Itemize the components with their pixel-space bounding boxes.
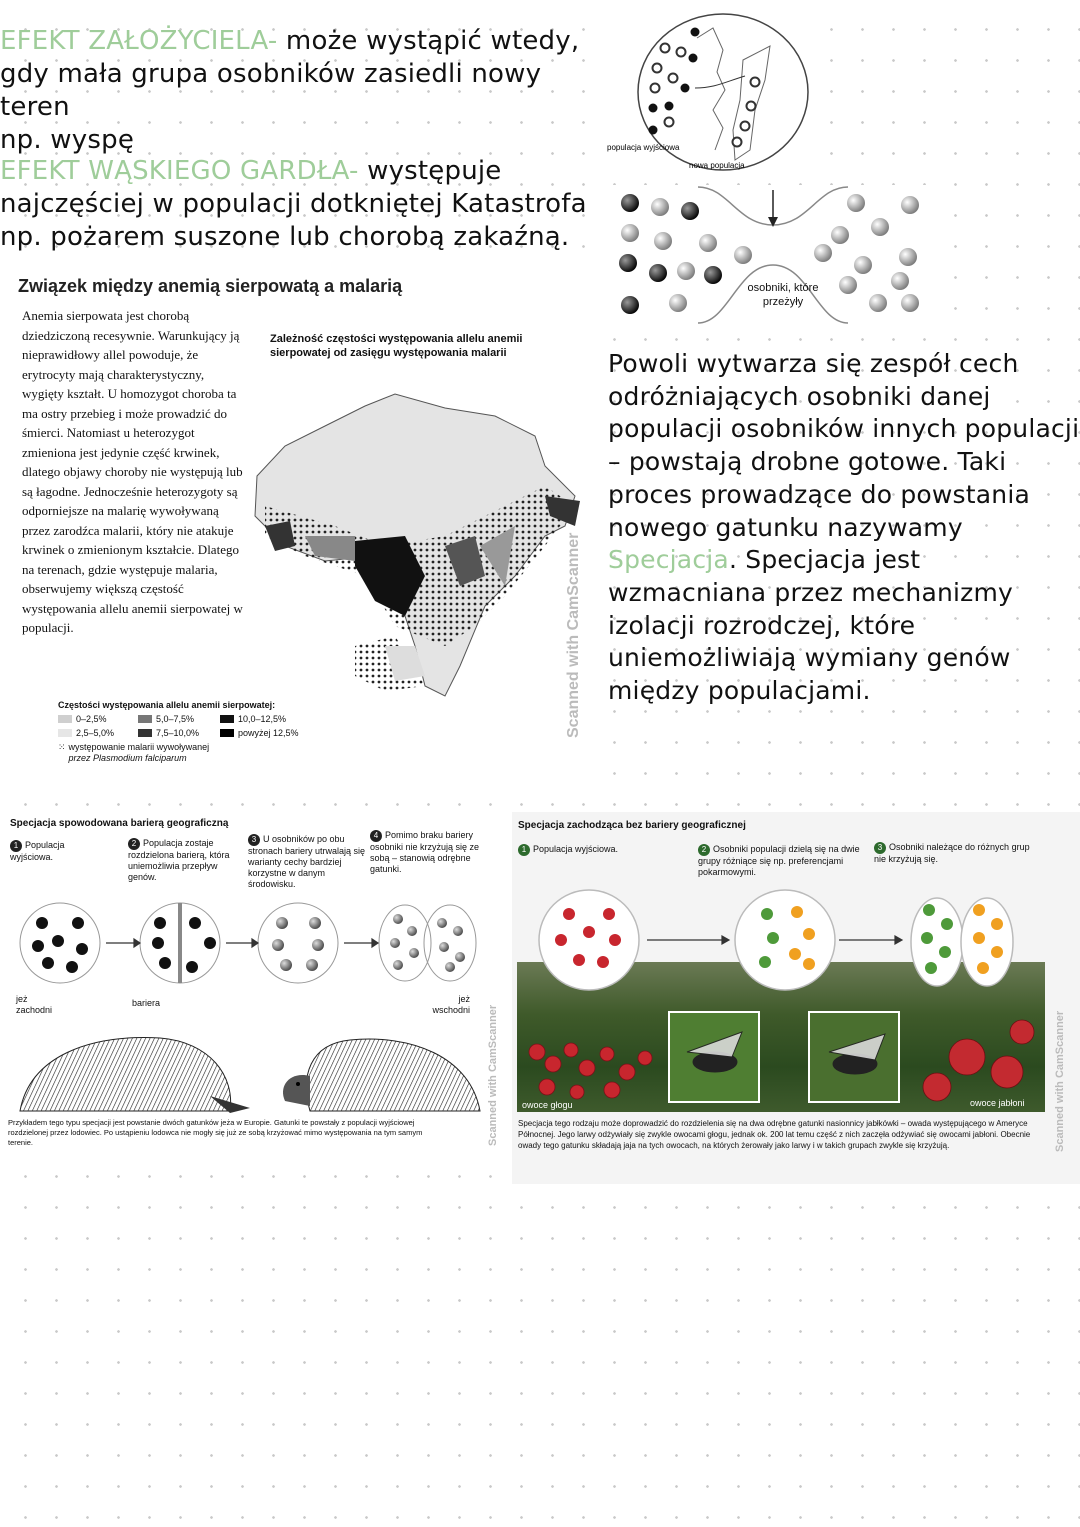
legend-item: powyżej 12,5%	[220, 728, 330, 738]
label-west-hedgehog: jeż zachodni	[16, 994, 53, 1015]
map-title: Zależność częstości występowania allelu anemii sierpowatej od zasięgu występowania malarii	[270, 333, 523, 359]
geo-panel-title: Specjacja spowodowana barierą geograficzną	[10, 818, 229, 829]
label-survivors: osobniki, które przeżyły	[747, 282, 819, 308]
speciation-line: uniemożliwiają wymiany genów	[608, 643, 1011, 673]
geo-step-2: 2 Populacja zostaje rozdzielona barierą, która uniemożliwia przepływ genów.	[128, 838, 230, 882]
bottleneck-effect-note	[0, 155, 605, 254]
founder-effect-text: gdy mała grupa osobników zasiedli nowy teren	[0, 59, 542, 122]
malaria-panel-body: Anemia sierpowata jest chorobą dziedziczoną recesywnie. Warunkujący ją nieprawidłowy allel powoduje, że erytrocyty mają charakterystyczny, wygięty kształt. U homozygot choroba ta ma ostry przebieg i może prowadzić do śmierci. Natomiast u heterozygot zmieniona jest jedynie część krwinek, dlatego objawy choroby nie występują lub są łagodne. Jednocześnie heterozygoty są odporniejsze na malarię wywoływaną przez zarodźca malarii, który nie atakuje krwinek o zmienionym kształcie. Dlatego na terenach, gdzie występuje malaria, obserwujemy większą częstość występowania allelu anemii sierpowatej w populacji.	[22, 308, 243, 635]
sympatric-panel-title: Specjacja zachodząca bez bariery geograficznej	[518, 820, 746, 831]
sympatric-diagram	[517, 882, 1045, 1112]
speciation-line: . Specjacja jest	[728, 545, 921, 575]
sympatric-speciation-panel	[512, 812, 1080, 1184]
malaria-panel	[0, 268, 592, 790]
speciation-line: odróżniających osobniki danej	[608, 381, 991, 411]
founder-effect-term: EFEKT ZAŁOŻYCIELA-	[0, 26, 278, 56]
speciation-line: nowego gatunku nazywamy	[608, 512, 963, 542]
africa-map	[245, 386, 585, 706]
sympatric-step-2: 2 Osobniki populacji dzielą się na dwie grupy różniące się np. preferencjami pokarmowymi.	[698, 844, 860, 877]
founder-effect-diagram	[605, 10, 815, 182]
label-east-hedgehog: jeż wschodni	[432, 994, 470, 1015]
speciation-term: Specjacja	[608, 545, 729, 575]
map-legend	[58, 700, 348, 764]
speciation-line: populacji osobników innych populacji	[608, 414, 1080, 444]
bottleneck-effect-term: EFEKT WĄSKIEGO GARDŁA-	[0, 156, 359, 186]
camscanner-watermark: Scanned with CamScanner	[487, 1004, 499, 1146]
speciation-line: – powstają drobne gotowe. Taki	[608, 447, 1007, 477]
camscanner-watermark: Scanned with CamScanner	[565, 532, 582, 738]
malaria-panel-title: Związek między anemią sierpowatą a malarią	[18, 276, 403, 296]
hedgehog-illustration	[10, 1016, 490, 1116]
legend-title: Częstości występowania allelu anemii sierpowatej:	[58, 700, 276, 710]
geo-step-1: 1 Populacja wyjściowa.	[10, 840, 65, 862]
speciation-line: proces prowadzące do powstania	[608, 479, 1031, 509]
speciation-line: izolacji rozrodczej, które	[608, 610, 916, 640]
label-new-population: nowa populacja	[689, 161, 745, 170]
bottleneck-effect-text: najczęściej w populacji dotkniętej Katastrofa	[0, 189, 587, 219]
founder-effect-figure	[605, 10, 815, 182]
legend-malaria: ⁙ występowanie malarii wywoływanej przez Plasmodium falciparum	[58, 742, 210, 763]
label-barrier: bariera	[132, 998, 161, 1008]
label-source-population: populacja wyjściowa	[607, 143, 680, 152]
founder-effect-note	[0, 25, 605, 157]
geo-step-4: 4 Pomimo braku bariery osobniki nie krzyżują się ze sobą – stanowią odrębne gatunki.	[370, 830, 480, 874]
legend-item: 0–2,5%	[58, 714, 138, 724]
bottleneck-effect-text: występuje	[358, 156, 502, 186]
legend-item: 5,0–7,5%	[138, 714, 220, 724]
sympatric-caption: Specjacja tego rodzaju może doprowadzić do rozdzielenia się na dwa odrębne gatunki nasionnicy jabłkówki – owada występującego w Ameryce Północnej. Jego larwy odżywiały się zwykle owocami głogu, jednak ok. 200 lat temu część z nich zaczęła odżywiać się owocami jabłoni. Obecnie owady tego gatunku składają jaja na tych owocach, na których żerowały jako larwy i w takich grupach zwykle się krzyżują.	[518, 1119, 1031, 1150]
speciation-line: Powoli wytwarza się zespół cech	[608, 349, 1019, 378]
geographic-speciation-panel	[0, 806, 505, 1156]
geo-step-3: 3 U osobników po obu stronach bariery utrwalają się warianty cechy bardziej korzystne w danym środowisku.	[248, 834, 366, 889]
speciation-line: między populacjami.	[608, 676, 871, 706]
legend-item: 10,0–12,5%	[220, 714, 330, 724]
geo-population-diagram	[0, 901, 505, 991]
sympatric-step-3: 3 Osobniki należące do różnych grup nie krzyżują się.	[874, 842, 1030, 864]
sympatric-step-1: 1 Populacja wyjściowa.	[518, 844, 678, 856]
camscanner-watermark: Scanned with CamScanner	[1054, 1010, 1066, 1152]
speciation-line: wzmacniana przez mechanizmy	[608, 577, 1014, 607]
legend-item: 2,5–5,0%	[58, 728, 138, 738]
legend-item: 7,5–10,0%	[138, 728, 220, 738]
bottleneck-effect-text: np. pożarem suszone lub chorobą zakaźną.	[0, 222, 570, 252]
label-apple-fruit: owoce jabłoni	[970, 1098, 1025, 1108]
founder-effect-text: może wystąpić wtedy,	[277, 26, 580, 56]
bottleneck-diagram	[608, 185, 938, 325]
label-hawthorn-fruit: owoce głogu	[522, 1100, 573, 1110]
bottleneck-figure	[608, 185, 938, 325]
geo-caption: Przykładem tego typu specjacji jest powstanie dwóch gatunków jeża w Europie. Gatunki te powstały z populacji wyjściowej rozdzielonej przez lodowiec. Po ustąpieniu lodowca nie mogły się już ze sobą krzyżować mimo występowania na tym samym terenie.	[8, 1118, 423, 1147]
founder-effect-text: np. wyspę	[0, 125, 135, 155]
speciation-note	[608, 348, 1080, 708]
